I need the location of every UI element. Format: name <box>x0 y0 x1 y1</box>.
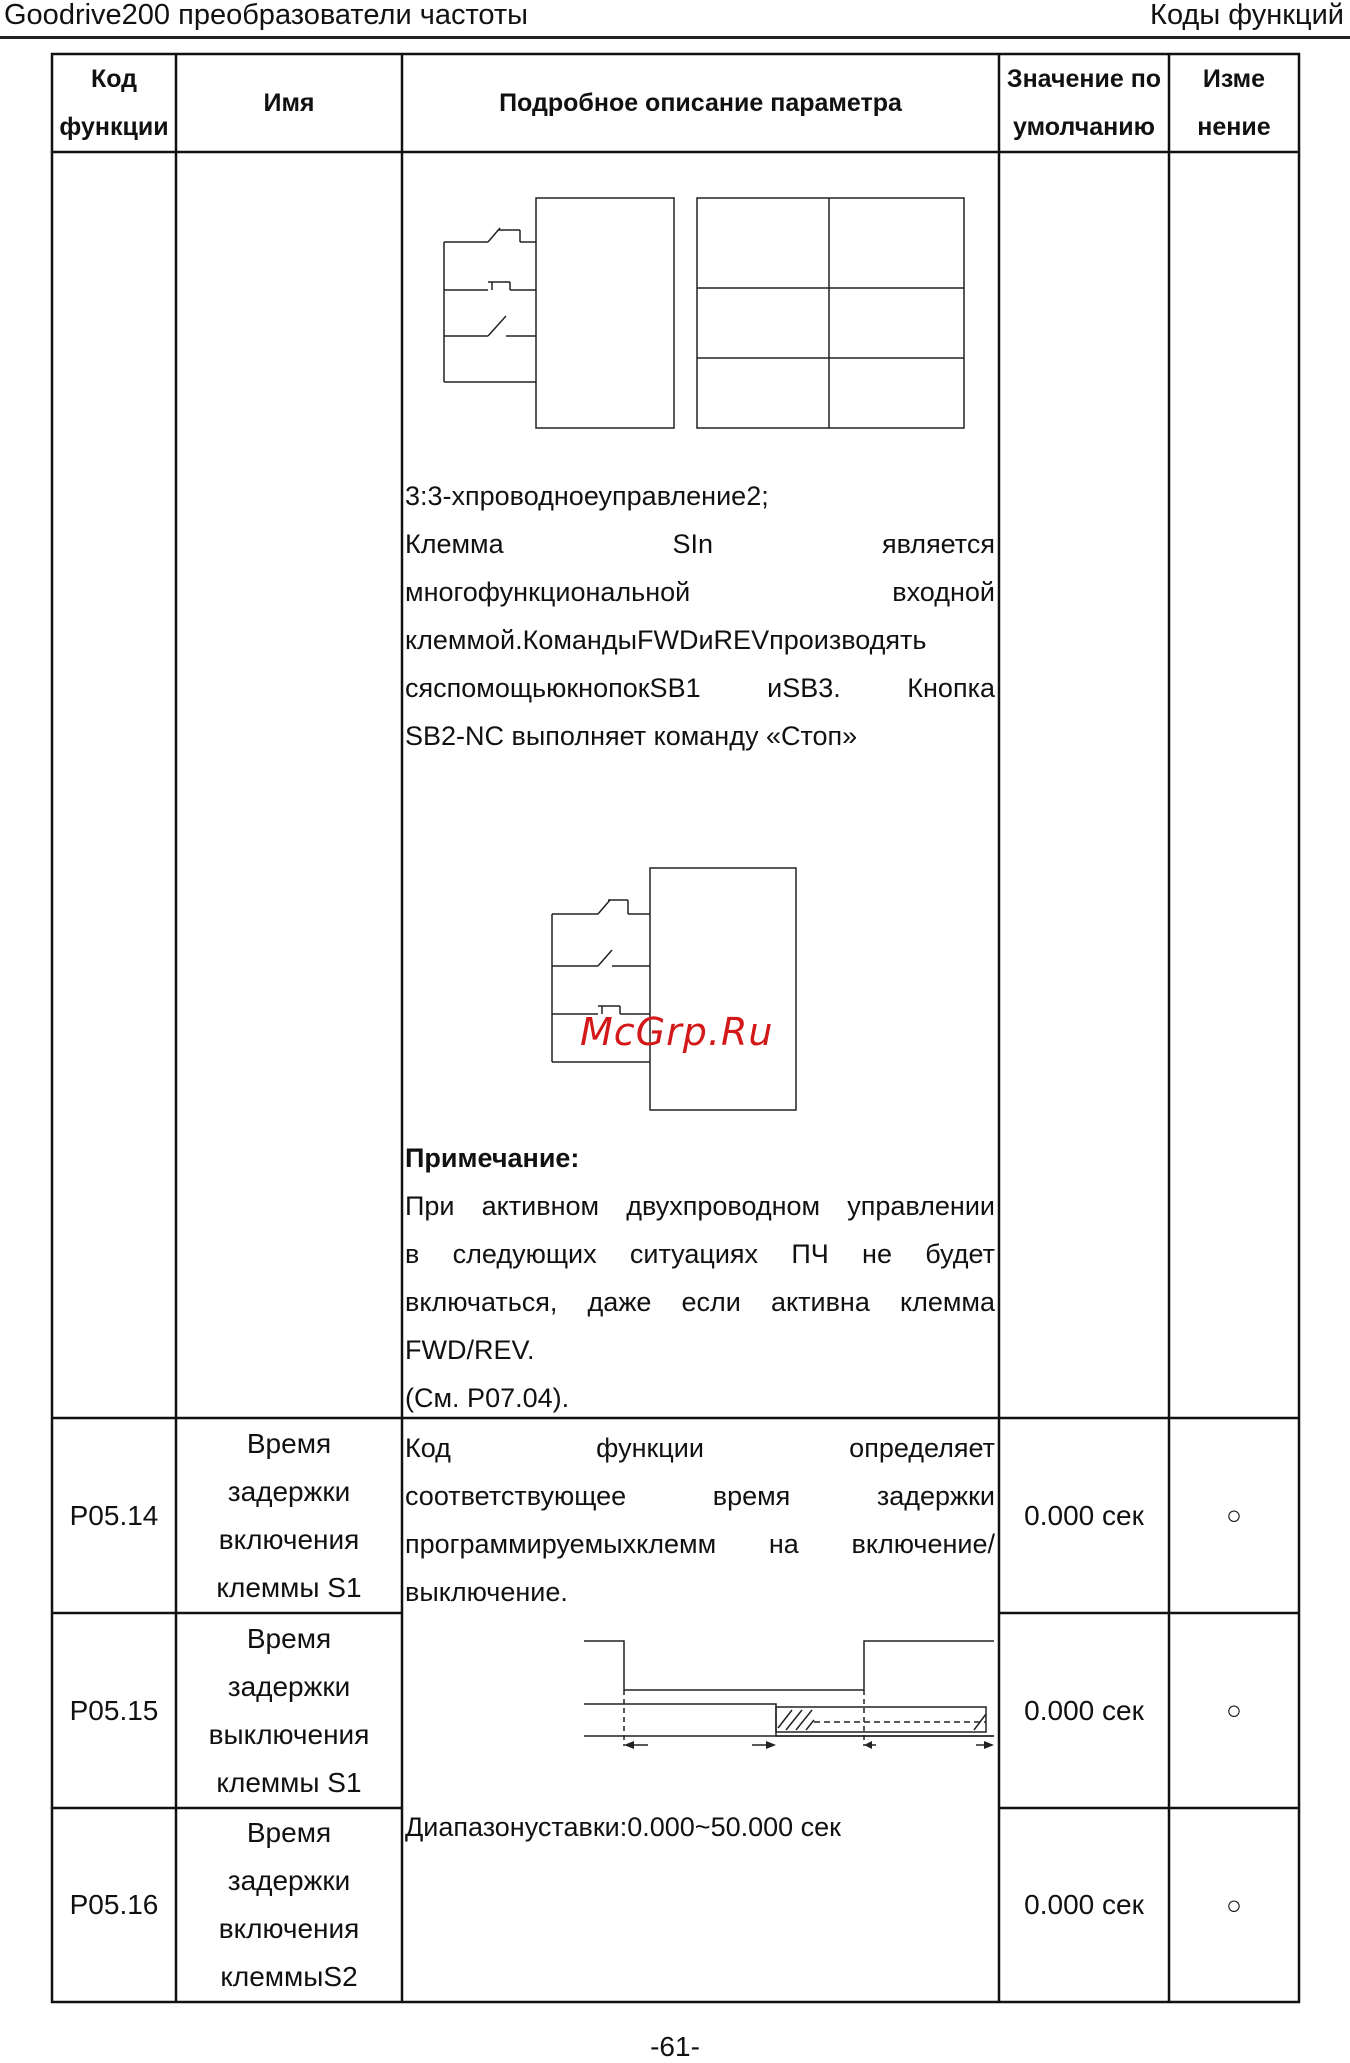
column-header-code-line2: функции <box>59 113 169 141</box>
page-number: -61- <box>650 2031 700 2062</box>
column-header-description-text: Подробное описание параметра <box>499 89 902 117</box>
setting-range <box>405 1803 995 1851</box>
function-name-line: задержки <box>227 1475 351 1507</box>
column-header-change-line1: Изме <box>1202 65 1266 93</box>
column-header-default <box>999 54 1169 152</box>
function-name-line: задержки <box>227 1865 351 1896</box>
delay-description-line: Код функции определяет <box>405 1433 995 1463</box>
note-line: (См. P07.04). <box>405 1383 570 1413</box>
function-code: P05.16 <box>69 1889 159 1920</box>
column-header-default-line1: Значение по <box>1006 65 1162 93</box>
note-line: FWD/REV. <box>405 1335 535 1365</box>
function-code: P05.15 <box>69 1694 159 1726</box>
column-header-code-line1: Код <box>90 65 138 93</box>
function-name-line: клеммы S1 <box>216 1766 362 1798</box>
document-title: Goodrive200 преобразователи частоты <box>4 0 529 31</box>
function-name-line: клеммыS2 <box>220 1961 358 1992</box>
delay-description-line: выключение. <box>405 1577 568 1607</box>
function-name-line: клеммы S1 <box>216 1571 362 1603</box>
note-block <box>405 1134 995 1422</box>
column-header-default-line2: умолчанию <box>1013 113 1155 141</box>
default-value: 0.000 сек <box>1024 1694 1144 1726</box>
delay-description-line: программируемыхклемм на включение/ <box>405 1529 995 1559</box>
note-line: включаться, даже если активна клемма <box>405 1287 995 1317</box>
default-value: 0.000 сек <box>1024 1499 1144 1531</box>
setting-range-text: Диапазонуставки:0.000~50.000 сек <box>405 1812 841 1842</box>
three-wire-title: 3:3-хпроводноеуправление2; <box>405 481 769 511</box>
column-header-name <box>176 54 402 152</box>
function-name-line: Время <box>246 1427 332 1459</box>
function-name-line: включения <box>218 1913 360 1944</box>
change-mode-icon: ○ <box>1226 1500 1242 1530</box>
column-header-change-line2: нение <box>1197 113 1271 141</box>
delay-description-line: соответствующее время задержки <box>405 1481 995 1511</box>
function-name-line: Время <box>246 1817 332 1848</box>
timing-diagram <box>584 1641 994 1746</box>
three-wire-diagram-1 <box>444 198 964 428</box>
three-wire-diagram-2 <box>552 868 796 1110</box>
three-wire-line: многофункциональной входной <box>405 577 995 607</box>
change-mode-icon: ○ <box>1226 1889 1242 1920</box>
function-name-line: включения <box>218 1523 360 1555</box>
note-line: При активном двухпроводном управлении <box>405 1191 995 1221</box>
three-wire-line: сяспомощьюкнопокSB1 иSB3. Кнопка <box>405 673 995 703</box>
column-header-code <box>52 54 176 152</box>
timing-arrows <box>624 1741 994 1749</box>
change-mode-icon: ○ <box>1226 1695 1242 1725</box>
function-name <box>176 1613 402 1808</box>
function-name <box>176 1808 402 2002</box>
note-line: в следующих ситуациях ПЧ не будет <box>405 1239 995 1269</box>
watermark: McGrp.Ru <box>580 1010 774 1054</box>
three-wire-line: клеммой.КомандыFWDиREVпроизводять <box>405 625 927 655</box>
three-wire-line: SB2-NC выполняет команду «Стоп» <box>405 721 858 751</box>
function-name <box>176 1418 402 1613</box>
note-title: Примечание: <box>405 1143 580 1173</box>
column-header-name-text: Имя <box>263 89 315 117</box>
section-title: Коды функций <box>1150 0 1344 31</box>
column-header-change <box>1169 54 1299 152</box>
function-code: P05.14 <box>69 1499 159 1531</box>
function-name-line: Время <box>246 1622 332 1654</box>
function-name-line: задержки <box>227 1670 351 1702</box>
three-wire-description <box>405 472 995 760</box>
default-value: 0.000 сек <box>1024 1889 1144 1920</box>
three-wire-line: Клемма SIn является <box>405 529 995 559</box>
function-name-line: выключения <box>208 1718 370 1750</box>
delay-description <box>405 1424 995 1616</box>
column-header-description <box>402 54 999 152</box>
